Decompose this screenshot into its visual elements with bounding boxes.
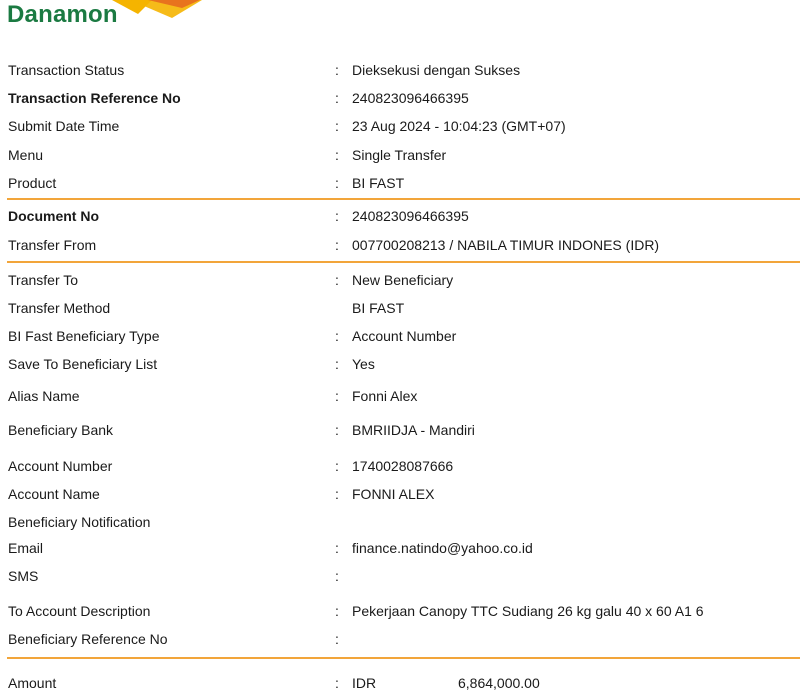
logo-text: Danamon: [7, 1, 118, 28]
detail-row-submit-date-time: [0, 115, 800, 137]
field-value: BI FAST: [352, 175, 405, 191]
field-colon: :: [335, 208, 339, 224]
field-value: FONNI ALEX: [352, 486, 435, 502]
field-label: BI Fast Beneficiary Type: [8, 328, 160, 344]
field-value: BMRIIDJA - Mandiri: [352, 422, 475, 438]
field-value: 240823096466395: [352, 208, 469, 224]
field-value: 23 Aug 2024 - 10:04:23 (GMT+07): [352, 118, 566, 134]
detail-row-account-number: [0, 455, 800, 477]
detail-row-beneficiary-type: [0, 325, 800, 347]
detail-row-beneficiary-reference: [0, 628, 800, 650]
field-label: Account Number: [8, 458, 113, 474]
section-divider: [7, 261, 800, 263]
detail-row-transaction-status: [0, 59, 800, 81]
amount-value: 6,864,000.00: [458, 675, 540, 691]
field-label: Beneficiary Bank: [8, 422, 114, 438]
field-label: Beneficiary Notification: [8, 514, 151, 530]
field-colon: :: [335, 237, 339, 253]
field-colon: :: [335, 458, 339, 474]
field-value: 240823096466395: [352, 90, 469, 106]
field-colon: :: [335, 175, 339, 191]
field-value: Dieksekusi dengan Sukses: [352, 62, 521, 78]
field-label: Transfer To: [8, 272, 79, 288]
field-colon: :: [335, 328, 339, 344]
detail-row-menu: [0, 144, 800, 166]
field-value: 1740028087666: [352, 458, 454, 474]
amount-currency: IDR: [352, 675, 377, 691]
field-colon: :: [335, 603, 339, 619]
amount-label: Amount: [8, 675, 57, 691]
field-colon: :: [335, 422, 339, 438]
field-value: finance.natindo@yahoo.co.id: [352, 540, 533, 556]
field-colon: :: [335, 540, 339, 556]
detail-row-transfer-to: [0, 269, 800, 291]
bank-logo: [0, 0, 800, 30]
field-label: Submit Date Time: [8, 118, 120, 134]
field-colon: :: [335, 147, 339, 163]
section-divider: [7, 198, 800, 200]
field-colon: :: [335, 486, 339, 502]
field-value: Account Number: [352, 328, 457, 344]
detail-row-document-no: [0, 205, 800, 227]
field-colon: :: [335, 118, 339, 134]
detail-row-transaction-reference: [0, 87, 800, 109]
field-colon: :: [335, 90, 339, 106]
field-label: Transfer Method: [8, 300, 111, 316]
detail-row-beneficiary-bank: [0, 419, 800, 441]
field-label: Save To Beneficiary List: [8, 356, 158, 372]
detail-row-save-to-beneficiary: [0, 353, 800, 375]
field-label: To Account Description: [8, 603, 151, 619]
field-label: Alias Name: [8, 388, 80, 404]
detail-row-amount: [0, 672, 800, 694]
field-value: BI FAST: [352, 300, 405, 316]
section-divider: [7, 657, 800, 659]
field-colon: :: [335, 675, 339, 691]
field-label: Beneficiary Reference No: [8, 631, 168, 647]
field-colon: :: [335, 388, 339, 404]
field-label: Email: [8, 540, 44, 556]
field-value: Fonni Alex: [352, 388, 418, 404]
field-value: Single Transfer: [352, 147, 447, 163]
field-label: Transaction Status: [8, 62, 125, 78]
detail-row-email: [0, 537, 800, 559]
field-colon: :: [335, 356, 339, 372]
detail-row-product: [0, 172, 800, 194]
field-colon: :: [335, 568, 339, 584]
field-colon: :: [335, 631, 339, 647]
field-label: Transaction Reference No: [8, 90, 181, 106]
field-value: New Beneficiary: [352, 272, 454, 288]
field-label: SMS: [8, 568, 39, 584]
field-label: Document No: [8, 208, 99, 224]
field-label: Menu: [8, 147, 44, 163]
logo-mark-icon: [112, 0, 202, 22]
detail-row-transfer-from: [0, 234, 800, 256]
detail-row-transfer-method: [0, 297, 800, 319]
field-label: Product: [8, 175, 57, 191]
detail-row-account-name: [0, 483, 800, 505]
field-value: Yes: [352, 356, 375, 372]
field-colon: :: [335, 62, 339, 78]
field-value: Pekerjaan Canopy TTC Sudiang 26 kg galu 40 x 60 A1 6: [352, 603, 704, 619]
field-colon: :: [335, 272, 339, 288]
field-label: Account Name: [8, 486, 100, 502]
detail-row-to-account-description: [0, 600, 800, 622]
detail-row-alias-name: [0, 385, 800, 407]
field-label: Transfer From: [8, 237, 97, 253]
field-value: 007700208213 / NABILA TIMUR INDONES (IDR): [352, 237, 660, 253]
detail-row-sms: [0, 565, 800, 587]
detail-row-beneficiary-notification: [0, 511, 800, 533]
